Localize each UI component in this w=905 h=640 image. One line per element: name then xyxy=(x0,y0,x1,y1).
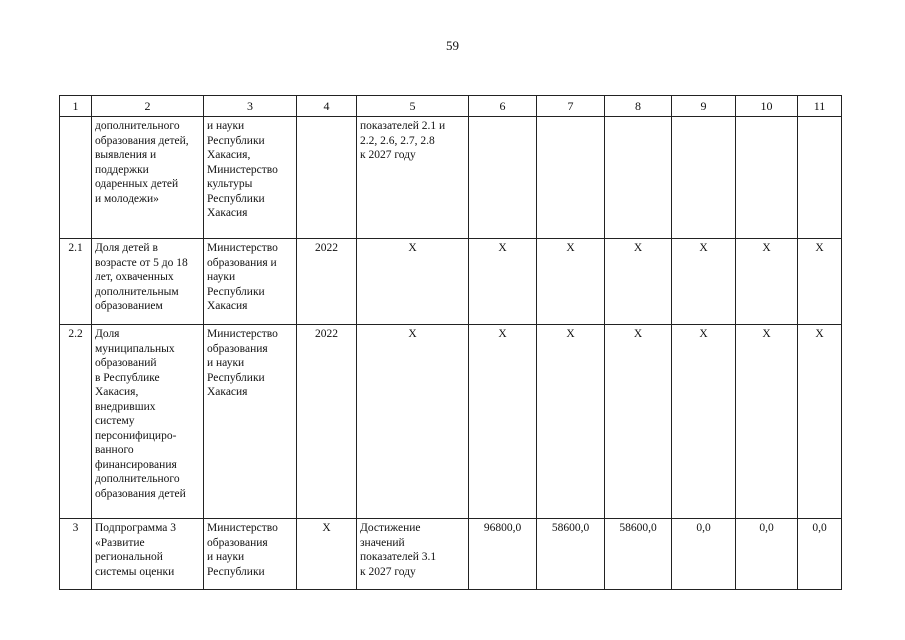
value-cell xyxy=(605,117,672,239)
value-cell xyxy=(469,117,537,239)
value-cell xyxy=(736,117,798,239)
value-cell: X xyxy=(469,239,537,325)
row-number-cell xyxy=(60,117,92,239)
value-cell: X xyxy=(736,325,798,519)
name-cell: Доля детей в возрасте от 5 до 18 лет, охваченных дополнительным образованием xyxy=(92,239,204,325)
row-number-cell: 3 xyxy=(60,519,92,590)
table-row xyxy=(60,239,842,325)
header-cell: 5 xyxy=(357,96,469,117)
result-cell: показателей 2.1 и 2.2, 2.6, 2.7, 2.8 к 2027 году xyxy=(357,117,469,239)
value-cell: X xyxy=(605,325,672,519)
data-table xyxy=(59,95,842,590)
name-cell: дополнительного образования детей, выявления и поддержки одаренных детей и молодежи» xyxy=(92,117,204,239)
value-cell: 58600,0 xyxy=(605,519,672,590)
year-cell: 2022 xyxy=(297,325,357,519)
responsible-cell: Министерство образования и науки Республики xyxy=(204,519,297,590)
value-cell: 96800,0 xyxy=(469,519,537,590)
row-number-cell: 2.1 xyxy=(60,239,92,325)
value-cell: X xyxy=(672,239,736,325)
table-row xyxy=(60,117,842,239)
responsible-cell: Министерство образования и науки Республики Хакасия xyxy=(204,239,297,325)
header-cell: 8 xyxy=(605,96,672,117)
header-cell: 3 xyxy=(204,96,297,117)
header-cell: 1 xyxy=(60,96,92,117)
name-cell: Доля муниципальных образований в Республике Хакасия, внедривших систему персонифициро- ванного финансирования дополнительного образования детей xyxy=(92,325,204,519)
value-cell: X xyxy=(672,325,736,519)
table-row xyxy=(60,519,842,590)
value-cell: 0,0 xyxy=(672,519,736,590)
header-cell: 7 xyxy=(537,96,605,117)
page-number: 59 xyxy=(446,38,459,53)
header-cell: 10 xyxy=(736,96,798,117)
responsible-cell: и науки Республики Хакасия, Министерство культуры Республики Хакасия xyxy=(204,117,297,239)
name-cell: Подпрограмма 3 «Развитие региональной системы оценки xyxy=(92,519,204,590)
value-cell: X xyxy=(736,239,798,325)
value-cell: X xyxy=(469,325,537,519)
value-cell: X xyxy=(537,239,605,325)
header-cell: 11 xyxy=(798,96,842,117)
value-cell: X xyxy=(798,325,842,519)
responsible-cell: Министерство образования и науки Республики Хакасия xyxy=(204,325,297,519)
result-cell: X xyxy=(357,239,469,325)
header-row xyxy=(60,96,842,117)
header-cell: 9 xyxy=(672,96,736,117)
result-cell: X xyxy=(357,325,469,519)
value-cell: X xyxy=(605,239,672,325)
value-cell xyxy=(672,117,736,239)
header-cell: 2 xyxy=(92,96,204,117)
result-cell: Достижение значений показателей 3.1 к 2027 году xyxy=(357,519,469,590)
value-cell xyxy=(798,117,842,239)
value-cell xyxy=(537,117,605,239)
value-cell: X xyxy=(537,325,605,519)
value-cell: 0,0 xyxy=(736,519,798,590)
header-cell: 4 xyxy=(297,96,357,117)
value-cell: 58600,0 xyxy=(537,519,605,590)
header-cell: 6 xyxy=(469,96,537,117)
row-number-cell: 2.2 xyxy=(60,325,92,519)
table-row xyxy=(60,325,842,519)
year-cell xyxy=(297,117,357,239)
value-cell: X xyxy=(798,239,842,325)
value-cell: 0,0 xyxy=(798,519,842,590)
year-cell: X xyxy=(297,519,357,590)
year-cell: 2022 xyxy=(297,239,357,325)
